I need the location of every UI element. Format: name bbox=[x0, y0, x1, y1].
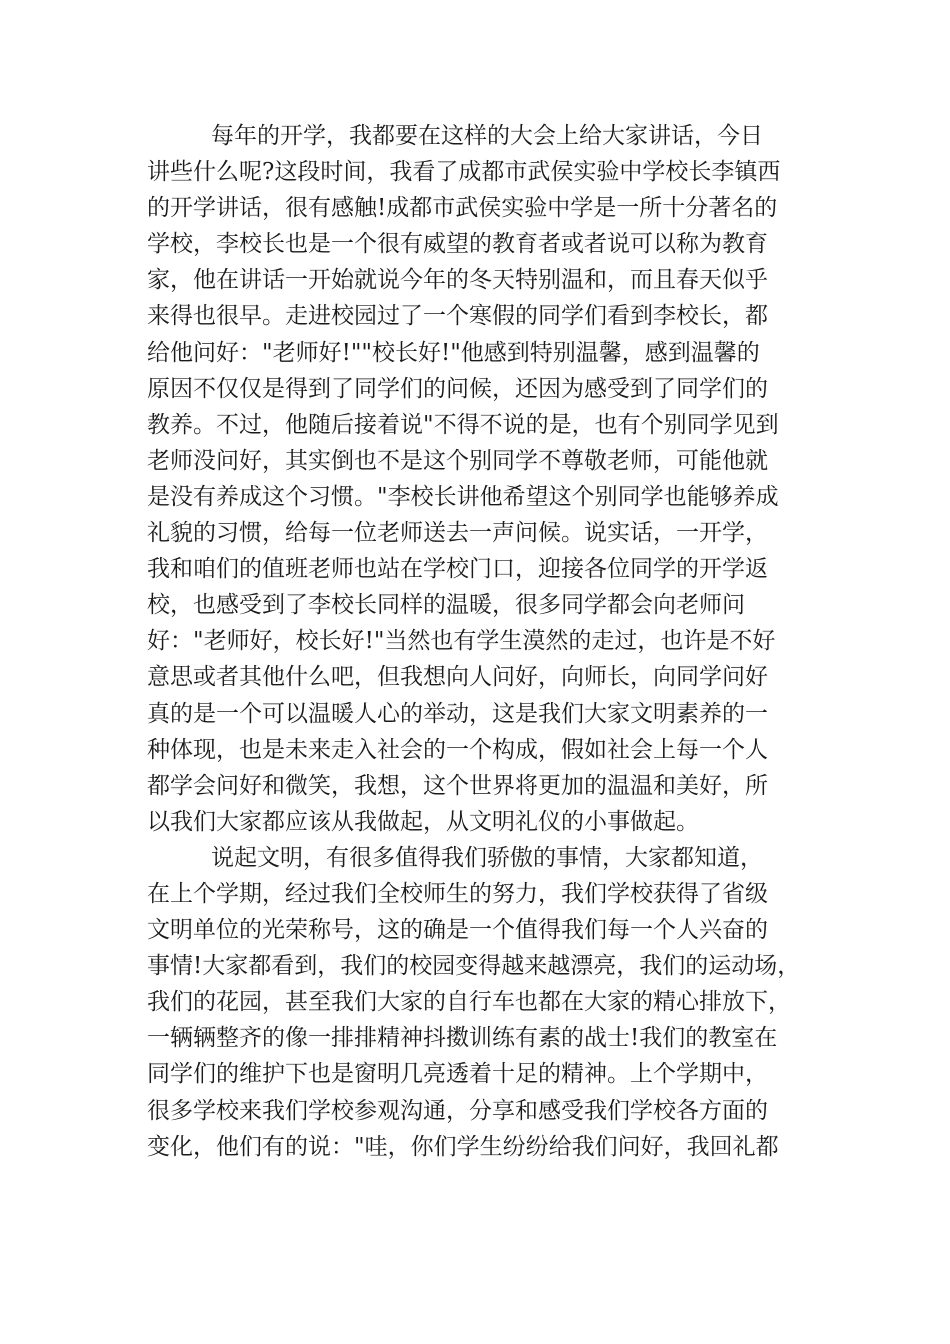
paragraph-1-line-1: 每年的开学，我都要在这样的大会上给大家讲话，今日 bbox=[211, 123, 763, 149]
paragraph-1-line-2: 讲些什么呢?这段时间，我看了成都市武侯实验中学校长李镇西 bbox=[147, 159, 781, 186]
paragraph-2-line-8: 很多学校来我们学校参观沟通，分享和感受我们学校各方面的 bbox=[147, 1097, 768, 1124]
paragraph-2-line-1: 说起文明，有很多值得我们骄傲的事情，大家都知道， bbox=[211, 844, 763, 871]
paragraph-1-line-19: 都学会问好和微笑，我想，这个世界将更加的温温和美好，所 bbox=[147, 772, 768, 799]
document-body bbox=[147, 118, 817, 1165]
paragraph-1-line-11: 是没有养成这个习惯。"李校长讲他希望这个别同学也能够养成 bbox=[147, 483, 779, 510]
paragraph-1-line-3: 的开学讲话，很有感触!成都市武侯实验中学是一所十分著名的 bbox=[147, 195, 778, 222]
paragraph-2-line-3: 文明单位的光荣称号，这的确是一个值得我们每一个人兴奋的 bbox=[147, 917, 768, 944]
paragraph-1-line-20: 以我们大家都应该从我做起，从文明礼仪的小事做起。 bbox=[147, 808, 699, 835]
paragraph-1-line-4: 学校，李校长也是一个很有威望的教育者或者说可以称为教育 bbox=[147, 231, 768, 258]
paragraph-1-line-10: 老师没问好，其实倒也不是这个别同学不尊敬老师，可能他就 bbox=[147, 447, 768, 474]
paragraph-1-line-5: 家，他在讲话一开始就说今年的冬天特别温和，而且春天似乎 bbox=[147, 267, 768, 294]
paragraph-1-line-13: 我和咱们的值班老师也站在学校门口，迎接各位同学的开学返 bbox=[147, 556, 768, 583]
paragraph-2-line-6: 一辆辆整齐的像一排排精神抖擞训练有素的战士!我们的教室在 bbox=[147, 1025, 778, 1052]
paragraph-2-line-9: 变化，他们有的说："哇，你们学生纷纷给我们问好，我回礼都 bbox=[147, 1133, 779, 1160]
paragraph-1-line-14: 校，也感受到了李校长同样的温暖，很多同学都会向老师问 bbox=[147, 592, 745, 619]
paragraph-1-line-7: 给他问好："老师好!""校长好!"他感到特别温馨，感到温馨的 bbox=[147, 339, 760, 366]
paragraph-1-line-16: 意思或者其他什么吧，但我想向人问好，向师长，向同学问好 bbox=[147, 664, 768, 691]
paragraph-2-line-7: 同学们的维护下也是窗明几亮透着十足的精神。上个学期中， bbox=[147, 1061, 768, 1088]
paragraph-1-line-6: 来得也很早。走进校园过了一个寒假的同学们看到李校长，都 bbox=[147, 303, 768, 330]
paragraph-1-line-18: 种体现，也是未来走入社会的一个构成，假如社会上每一个人 bbox=[147, 736, 768, 763]
paragraph-1-line-17: 真的是一个可以温暖人心的举动，这是我们大家文明素养的一 bbox=[147, 700, 768, 727]
paragraph-1-line-12: 礼貌的习惯，给每一位老师送去一声问候。说实话，一开学， bbox=[147, 520, 768, 547]
paragraph-2-line-5: 我们的花园，甚至我们大家的自行车也都在大家的精心排放下， bbox=[147, 989, 791, 1016]
paragraph-1-line-8: 原因不仅仅是得到了同学们的问候，还因为感受到了同学们的 bbox=[147, 375, 768, 402]
paragraph-1-line-15: 好："老师好，校长好!"当然也有学生漠然的走过，也许是不好 bbox=[147, 628, 776, 655]
paragraph-2-line-2: 在上个学期，经过我们全校师生的努力，我们学校获得了省级 bbox=[147, 880, 768, 907]
paragraph-1-line-9: 教养。不过，他随后接着说"不得不说的是，也有个别同学见到 bbox=[147, 411, 779, 438]
paragraph-2-line-4: 事情!大家都看到，我们的校园变得越来越漂亮，我们的运动场， bbox=[147, 953, 801, 980]
